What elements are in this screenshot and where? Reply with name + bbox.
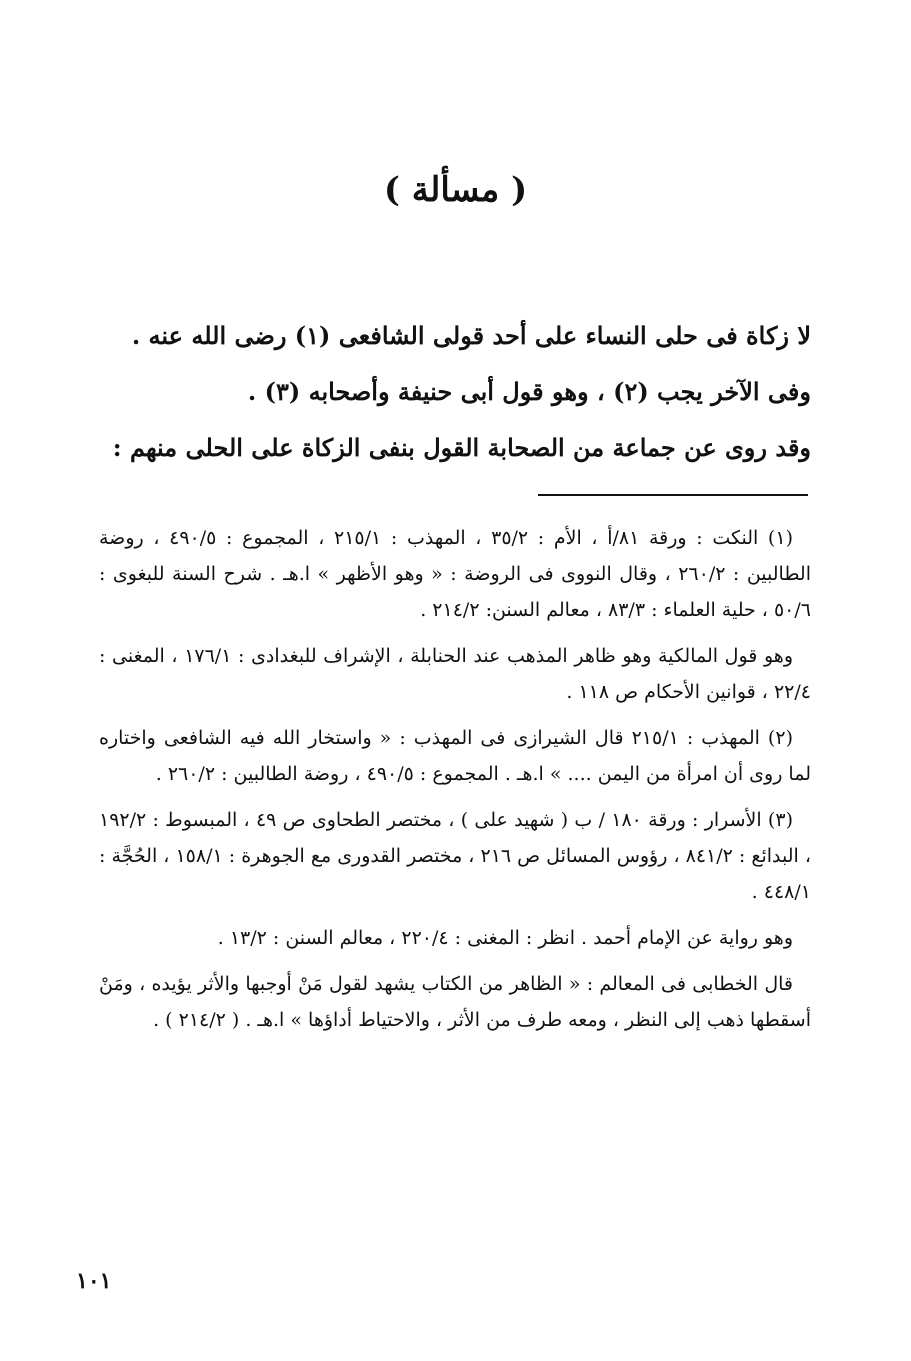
page-number: ١٠١ bbox=[76, 1268, 112, 1294]
footnote-2: (٢) المهذب : ٢١٥/١ قال الشيرازى فى المهذب : « واستخار الله فيه الشافعى واختاره لما روى أن امرأة من اليمن .... » ا.هـ . المجموع : ٤٩٠/٥ ، روضة الطالبين : ٢٦٠/٢ . bbox=[99, 727, 811, 785]
main-line-1: لا زكاة فى حلى النساء على أحد قولى الشافعى (١) رضى الله عنه . bbox=[131, 321, 811, 350]
footnote-3-continued: وهو رواية عن الإمام أحمد . انظر : المغنى : ٢٢٠/٤ ، معالم السنن : ١٣/٢ . bbox=[217, 927, 793, 949]
main-text bbox=[111, 308, 811, 476]
footnote-divider bbox=[538, 494, 808, 496]
footnote-1: (١) النكت : ورقة ٨١/أ ، الأم : ٣٥/٢ ، المهذب : ٢١٥/١ ، المجموع : ٤٩٠/٥ ، روضة الطالبين : ٢٦٠/٢ ، وقال النووى فى الروضة : « وهو الأظهر » ا.هـ . شرح السنة للبغوى : ٥٠/٦ ، حلية العلماء : ٨٣/٣ ، معالم السنن: ٢١٤/٢ . bbox=[99, 527, 811, 621]
footnote-3-quote: قال الخطابى فى المعالم : « الظاهر من الكتاب يشهد لقول مَنْ أوجبها والأثر يؤيده ، ومَنْ أسقطها ذهب إلى النظر ، ومعه طرف من الأثر ، والاحتياط أداؤها » ا.هـ . ( ٢١٤/٢ ) . bbox=[99, 973, 811, 1031]
page-title: ( مسألة ) bbox=[383, 170, 528, 210]
footnote-3: (٣) الأسرار : ورقة ١٨٠ / ب ( شهيد على ) ، مختصر الطحاوى ص ٤٩ ، المبسوط : ١٩٢/٢ ، البدائع : ٨٤١/٢ ، رؤوس المسائل ص ٢١٦ ، مختصر القدورى مع الجوهرة : ١٥٨/١ ، الحُجَّة : ٤٤٨/١ . bbox=[99, 809, 812, 903]
main-line-2: وفى الآخر يجب (٢) ، وهو قول أبى حنيفة وأصحابه (٣) . bbox=[247, 377, 811, 406]
footnote-1-continued: وهو قول المالكية وهو ظاهر المذهب عند الحنابلة ، الإشراف للبغدادى : ١٧٦/١ ، المغنى : ٢٢/٤ ، قوانين الأحكام ص ١١٨ . bbox=[99, 645, 811, 703]
main-line-3: وقد روى عن جماعة من الصحابة القول بنفى الزكاة على الحلى منهم : bbox=[112, 433, 811, 462]
footnotes bbox=[99, 520, 811, 1048]
